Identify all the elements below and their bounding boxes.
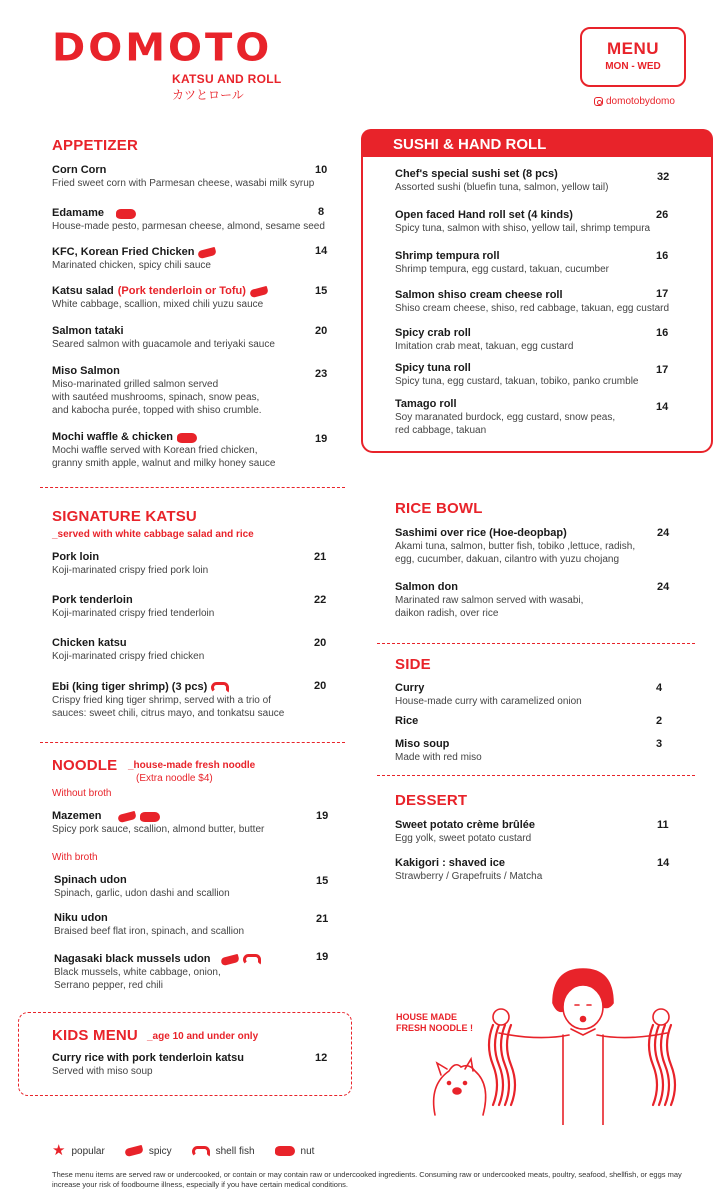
item-name: KFC, Korean Fried Chicken (52, 246, 195, 258)
item-price: 23 (315, 368, 328, 380)
menu-item (52, 325, 275, 351)
illustration-label-line1: HOUSE MADE (396, 1012, 458, 1022)
item-name: Pork loin (52, 551, 100, 563)
menu-item (52, 285, 268, 311)
section-title-sushi: SUSHI & HAND ROLL (361, 129, 713, 157)
item-price: 19 (316, 810, 329, 822)
item-desc: Spicy pork sauce, scallion, almond butter, butter (52, 824, 265, 835)
item-name: Pork tenderloin (52, 594, 133, 606)
disclaimer: These menu items are served raw or undercooked, or contain or may contain raw or undercooked ingredients. Consuming raw or undercooked meats, poultry, seafood, shellfish, or eggs may increase your risk of foodbourne illness, especially if you have certain medical conditions. (52, 1170, 682, 1189)
item-name: Miso Salmon (52, 365, 120, 377)
menu-days: MON - WED (605, 61, 661, 72)
item-desc: Seared salmon with guacamole and teriyaki sauce (52, 339, 275, 350)
item-desc: Imitation crab meat, takuan, egg custard (395, 341, 574, 352)
legend-popular: popular (71, 1145, 105, 1157)
section-title-rice-bowl: RICE BOWL (395, 500, 483, 517)
item-desc: White cabbage, scallion, mixed chili yuzu sauce (52, 299, 264, 310)
item-name: Spicy tuna roll (395, 362, 471, 374)
nut-icon (116, 209, 136, 219)
item-name: Chicken katsu (52, 637, 127, 649)
menu-item (52, 810, 264, 836)
menu-item (395, 209, 650, 235)
menu-item (52, 1052, 244, 1078)
menu-item (52, 681, 284, 720)
section-subtitle: _age 10 and under only (147, 1031, 259, 1042)
chili-icon (117, 810, 136, 822)
menu-item (395, 581, 583, 620)
tagline-japanese: カツとロール (172, 88, 244, 102)
section-divider (40, 742, 345, 743)
item-name: Shrimp tempura roll (395, 250, 500, 262)
menu-item (54, 874, 230, 900)
item-name: Open faced Hand roll set (4 kinds) (395, 209, 573, 221)
item-price: 21 (316, 913, 329, 925)
menu-item (52, 431, 275, 470)
illustration-label-line2: FRESH NOODLE ! (396, 1023, 474, 1033)
menu-badge (580, 27, 686, 87)
menu-item (395, 738, 482, 764)
item-name: Miso soup (395, 738, 450, 750)
section-title-side: SIDE (395, 656, 431, 673)
item-desc: Shiso cream cheese, shiso, red cabbage, takuan, egg custard (395, 303, 670, 314)
instagram-text: domotobydomo (606, 96, 675, 107)
item-name: Mochi waffle & chicken (52, 431, 174, 443)
nut-icon (140, 812, 160, 822)
menu-item (395, 289, 669, 315)
item-price: 19 (316, 951, 329, 963)
item-price: 32 (657, 171, 670, 183)
menu-item (395, 327, 573, 353)
item-name: Kakigori : shaved ice (395, 857, 506, 869)
item-price: 26 (656, 209, 669, 221)
menu-item (54, 953, 261, 992)
item-price: 21 (314, 551, 327, 563)
item-name: Curry rice with pork tenderloin katsu (52, 1052, 244, 1064)
item-name-extra: (Pork tenderloin or Tofu) (117, 285, 246, 297)
item-name: Salmon shiso cream cheese roll (395, 289, 563, 301)
item-price: 14 (656, 401, 669, 413)
item-price: 16 (656, 250, 669, 262)
item-desc: Koji-marinated crispy fried chicken (52, 651, 205, 662)
subheading-without-broth: Without broth (52, 788, 112, 799)
instagram-icon (594, 97, 603, 106)
item-price: 15 (315, 285, 328, 297)
item-name: Spicy crab roll (395, 327, 471, 339)
menu-item (395, 715, 418, 728)
item-name: Spinach udon (54, 874, 127, 886)
item-name: Ebi (king tiger shrimp) (3 pcs) (52, 681, 208, 693)
item-desc: Koji-marinated crispy fried tenderloin (52, 608, 215, 619)
logo: DOMOTO (52, 26, 273, 70)
subheading-with-broth: With broth (52, 852, 98, 863)
item-price: 20 (315, 325, 328, 337)
item-desc: Marinated chicken, spicy chili sauce (52, 260, 211, 271)
item-desc: Made with red miso (395, 752, 482, 763)
star-icon: ★ (52, 1142, 66, 1159)
item-price: 17 (656, 288, 669, 300)
item-desc: Braised beef flat iron, spinach, and scallion (54, 926, 245, 937)
shrimp-icon (211, 682, 229, 693)
item-desc: Miso-marinated grilled salmon served with sautéed mushrooms, spinach, snow peas, and kabocha purée, topped with shiso crumble. (52, 379, 262, 416)
menu-item (395, 527, 635, 566)
item-name: Sashimi over rice (Hoe-deopbap) (395, 527, 567, 539)
item-price: 24 (657, 527, 670, 539)
menu-item (52, 246, 216, 272)
item-name: Edamame (52, 207, 104, 219)
item-price: 20 (314, 680, 327, 692)
menu-item (52, 551, 208, 577)
item-desc: House-made pesto, parmesan cheese, almond, sesame seed (52, 221, 325, 232)
item-desc: House-made curry with caramelized onion (395, 696, 582, 707)
item-desc: Shrimp tempura, egg custard, takuan, cucumber (395, 264, 609, 275)
section-title-noodle: NOODLE (52, 757, 118, 774)
item-name: Chef's special sushi set (8 pcs) (395, 168, 558, 180)
menu-item (395, 168, 608, 194)
item-price: 11 (657, 819, 669, 831)
menu-item (52, 164, 314, 190)
menu-item (395, 250, 609, 276)
section-title-appetizer: APPETIZER (52, 137, 138, 154)
item-name: Salmon tataki (52, 325, 124, 337)
noodle-girl-illustration (425, 965, 715, 1125)
item-price: 14 (315, 245, 328, 257)
item-price: 22 (314, 594, 327, 606)
section-divider (40, 487, 345, 488)
menu-item (54, 912, 244, 938)
item-name: Mazemen (52, 810, 102, 822)
item-price: 2 (656, 715, 663, 727)
item-price: 17 (656, 364, 669, 376)
item-name: Nagasaki black mussels udon (54, 953, 211, 965)
item-name: Sweet potato crème brûlée (395, 819, 535, 831)
item-desc: Assorted sushi (bluefin tuna, salmon, yellow tail) (395, 182, 609, 193)
item-desc: Strawberry / Grapefruits / Matcha (395, 871, 543, 882)
section-subtitle: _house-made fresh noodle (128, 760, 256, 771)
section-divider (377, 775, 695, 776)
item-price: 12 (315, 1052, 328, 1064)
item-desc: Akami tuna, salmon, butter fish, tobiko ,lettuce, radish, egg, cucumber, dakuan, cilantro with yuzu chojang (395, 541, 636, 565)
item-name: Rice (395, 715, 419, 727)
item-price: 15 (316, 875, 329, 887)
item-desc: Marinated raw salmon served with wasabi, daikon radish, over rice (395, 595, 584, 619)
item-name: Corn Corn (52, 164, 107, 176)
chili-icon (198, 246, 217, 258)
item-name: Salmon don (395, 581, 458, 593)
item-desc: Mochi waffle served with Korean fried chicken, granny smith apple, walnut and milky honey sauce (52, 445, 276, 469)
section-title-dessert: DESSERT (395, 792, 468, 809)
item-name: Curry (395, 682, 425, 694)
chili-icon (124, 1145, 143, 1157)
item-desc: Black mussels, white cabbage, onion, Serrano pepper, red chili (54, 967, 221, 991)
item-name: Niku udon (54, 912, 108, 924)
chili-icon (249, 285, 268, 297)
menu-item (395, 857, 542, 883)
instagram-handle[interactable] (594, 96, 675, 107)
legend-spicy: spicy (148, 1145, 172, 1157)
item-desc: Spicy tuna, egg custard, takuan, tobiko, panko crumble (395, 376, 639, 387)
menu-item (52, 594, 214, 620)
item-price: 10 (315, 164, 328, 176)
tagline: KATSU AND ROLL (172, 72, 282, 86)
menu-item (52, 207, 325, 233)
item-desc: Koji-marinated crispy fried pork loin (52, 565, 209, 576)
menu-item (395, 398, 615, 437)
menu-item (395, 362, 638, 388)
item-price: 4 (656, 682, 663, 694)
item-desc: Spinach, garlic, udon dashi and scallion (54, 888, 230, 899)
menu-item (395, 819, 535, 845)
section-title-signature-katsu: SIGNATURE KATSU (52, 508, 197, 525)
legend-shellfish: shell fish (215, 1145, 255, 1157)
nut-icon (177, 433, 197, 443)
legend-nut: nut (300, 1145, 315, 1157)
item-price: 20 (314, 637, 327, 649)
item-name: Tamago roll (395, 398, 457, 410)
item-desc: Soy maranated burdock, egg custard, snow peas, red cabbage, takuan (395, 412, 616, 436)
item-price: 24 (657, 581, 670, 593)
section-subtitle-extra: (Extra noodle $4) (136, 773, 213, 784)
item-desc: Egg yolk, sweet potato custard (395, 833, 532, 844)
item-desc: Served with miso soup (52, 1066, 153, 1077)
section-divider (377, 643, 695, 644)
item-desc: Crispy fried king tiger shrimp, served with a trio of sauces: sweet chili, citrus mayo, and tonkatsu sauce (52, 695, 285, 719)
section-title-kids-menu: KIDS MENU (52, 1027, 138, 1044)
item-desc: Fried sweet corn with Parmesan cheese, wasabi milk syrup (52, 178, 315, 189)
menu-item (52, 365, 262, 417)
shrimp-icon (243, 954, 261, 965)
item-name: Katsu salad (52, 285, 114, 297)
item-price: 19 (315, 433, 328, 445)
section-subtitle: _served with white cabbage salad and rice (52, 529, 254, 540)
legend (52, 1142, 328, 1159)
item-price: 16 (656, 327, 669, 339)
menu-item (395, 682, 582, 708)
chili-icon (220, 953, 239, 965)
item-price: 14 (657, 857, 670, 869)
item-desc: Spicy tuna, salmon with shiso, yellow tail, shrimp tempura (395, 223, 651, 234)
menu-title: MENU (606, 39, 660, 58)
item-price: 3 (656, 738, 663, 750)
item-price: 8 (318, 206, 325, 218)
nut-icon (275, 1146, 295, 1156)
menu-item (52, 637, 204, 663)
shrimp-icon (192, 1146, 210, 1157)
